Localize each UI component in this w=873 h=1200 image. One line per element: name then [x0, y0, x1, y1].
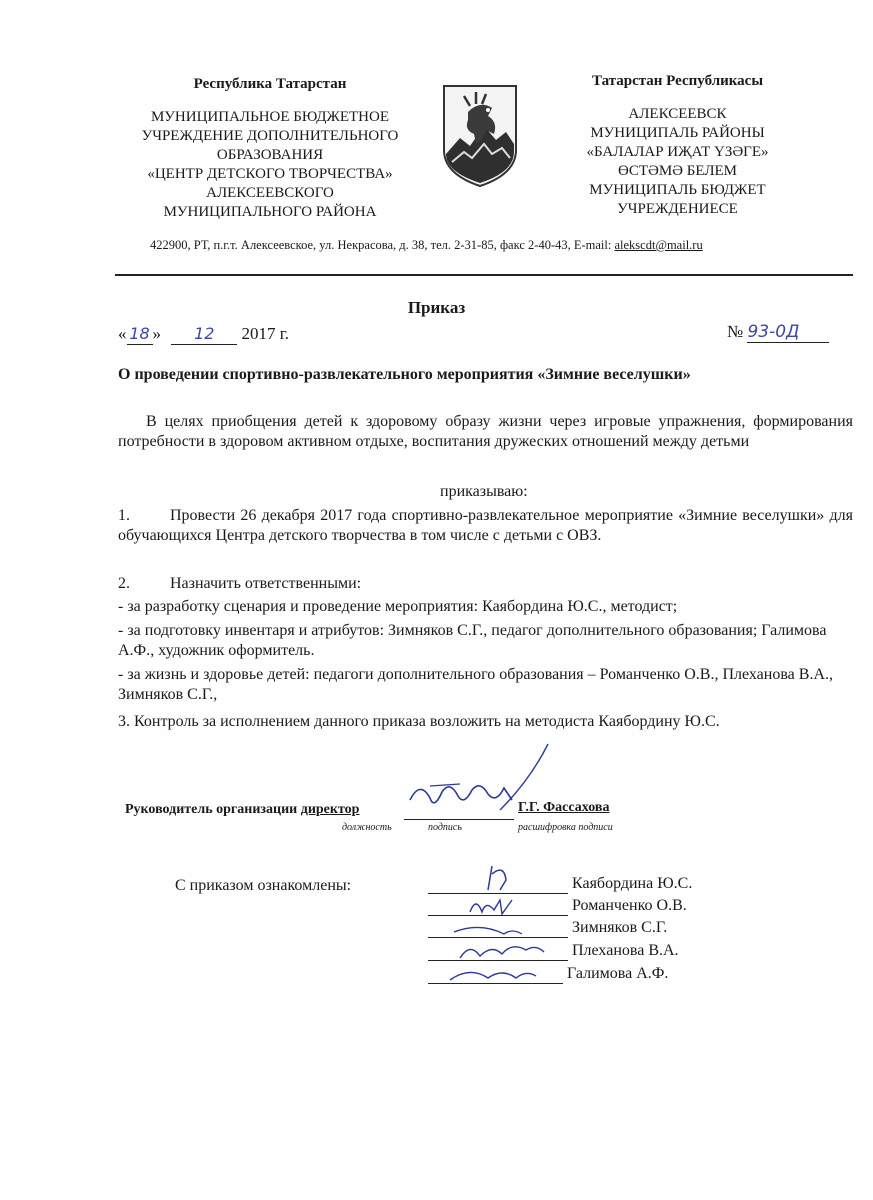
org-line-tt: ӨСТӘМӘ БЕЛЕМ: [617, 163, 737, 179]
date-quote-open: «: [118, 324, 127, 343]
ack-name: Каябордина Ю.С.: [572, 875, 693, 892]
org-line: ОБРАЗОВАНИЯ: [216, 147, 324, 163]
item2-text: Назначить ответственными:: [170, 575, 362, 592]
signature-name: Г.Г. Фассахова: [518, 800, 610, 815]
coat-of-arms-icon: [440, 82, 520, 190]
republic-ru: Республика Татарстан: [193, 76, 347, 92]
acknowledged-label: С приказом ознакомлены:: [175, 877, 352, 894]
intro-paragraph: В целях приобщения детей к здоровому образу жизни через игровые упражнения, формирования потребности в здоровом активном отдыхе, воспитания дружеских отношений между детьми: [118, 413, 853, 450]
number-value: 93-0Д: [747, 322, 829, 343]
date-quote-close: »: [152, 324, 161, 343]
ack-name: Плеханова В.А.: [572, 942, 679, 959]
director-signature-icon: [400, 740, 560, 830]
number-label: №: [727, 322, 744, 341]
header-right: [555, 72, 800, 219]
date-day: 18: [127, 324, 153, 345]
header-divider: [115, 274, 853, 276]
signature-label-text: Руководитель организации: [125, 802, 298, 817]
email-link[interactable]: alekscdt@mail.ru: [614, 238, 703, 252]
doc-number: [727, 322, 829, 343]
ack-name: Галимова А.Ф.: [567, 965, 669, 982]
org-line: МУНИЦИПАЛЬНОЕ БЮДЖЕТНОЕ: [150, 109, 390, 125]
org-line: АЛЕКСЕЕВСКОГО: [206, 185, 334, 201]
org-line-tt: АЛЕКСЕЕВСК: [628, 106, 727, 122]
item1-number: 1.: [118, 507, 130, 524]
org-line: «ЦЕНТР ДЕТСКОГО ТВОРЧЕСТВА»: [147, 166, 393, 182]
date-year: 2017 г.: [241, 324, 290, 343]
republic-tt: Татарстан Республикасы: [591, 73, 764, 89]
item2-number: 2.: [118, 575, 130, 592]
staff-signatures-icon: [440, 860, 560, 990]
date-month: 12: [171, 324, 237, 345]
caption-position: должность: [342, 822, 392, 833]
responsible-1: - за разработку сценария и проведение мероприятия: Каябордина Ю.С., методист;: [118, 598, 678, 615]
header-left: [110, 75, 430, 222]
contact-text: 422900, РТ, п.г.т. Алексеевское, ул. Некрасова, д. 38, тел. 2-31-85, факс 2-40-43, E-mail:: [150, 238, 615, 252]
org-line-tt: МУНИЦИПАЛЬ БЮДЖЕТ: [589, 182, 766, 198]
doc-date: [118, 324, 289, 345]
org-line-tt: МУНИЦИПАЛЬ РАЙОНЫ: [590, 125, 765, 141]
order-word: приказываю:: [440, 483, 528, 500]
item1-text: Провести 26 декабря 2017 года спортивно-развлекательное мероприятие «Зимние веселушки» для обучающихся Центра детского творчества в том числе с детьми с ОВЗ.: [118, 507, 853, 544]
org-line-tt: «БАЛАЛАР ИҖАТ ҮЗӘГЕ»: [586, 144, 769, 160]
org-line-tt: УЧРЕЖДЕНИЕСЕ: [617, 201, 738, 217]
signature-label: [125, 802, 359, 818]
doc-subject: О проведении спортивно-развлекательного мероприятия «Зимние веселушки»: [118, 366, 691, 383]
ack-name: Зимняков С.Г.: [572, 919, 668, 936]
contact-line: [150, 238, 703, 253]
responsible-2: - за подготовку инвентаря и атрибутов: Зимняков С.Г., педагог дополнительного образования; Галимова А.Ф., художник оформитель.: [118, 622, 827, 659]
doc-title: Приказ: [407, 298, 466, 317]
org-line: МУНИЦИПАЛЬНОГО РАЙОНА: [163, 204, 377, 220]
org-line: УЧРЕЖДЕНИЕ ДОПОЛНИТЕЛЬНОГО: [141, 128, 399, 144]
caption-name: расшифровка подписи: [518, 822, 613, 833]
caption-sign: подпись: [428, 822, 462, 833]
responsible-3: - за жизнь и здоровье детей: педагоги дополнительного образования – Романченко О.В., Плеханова В.А., Зимняков С.Г.,: [118, 666, 833, 703]
ack-name: Романченко О.В.: [572, 897, 687, 914]
signature-position: директор: [300, 802, 360, 817]
item3-text: 3. Контроль за исполнением данного приказа возложить на методиста Каябордину Ю.С.: [118, 713, 720, 730]
